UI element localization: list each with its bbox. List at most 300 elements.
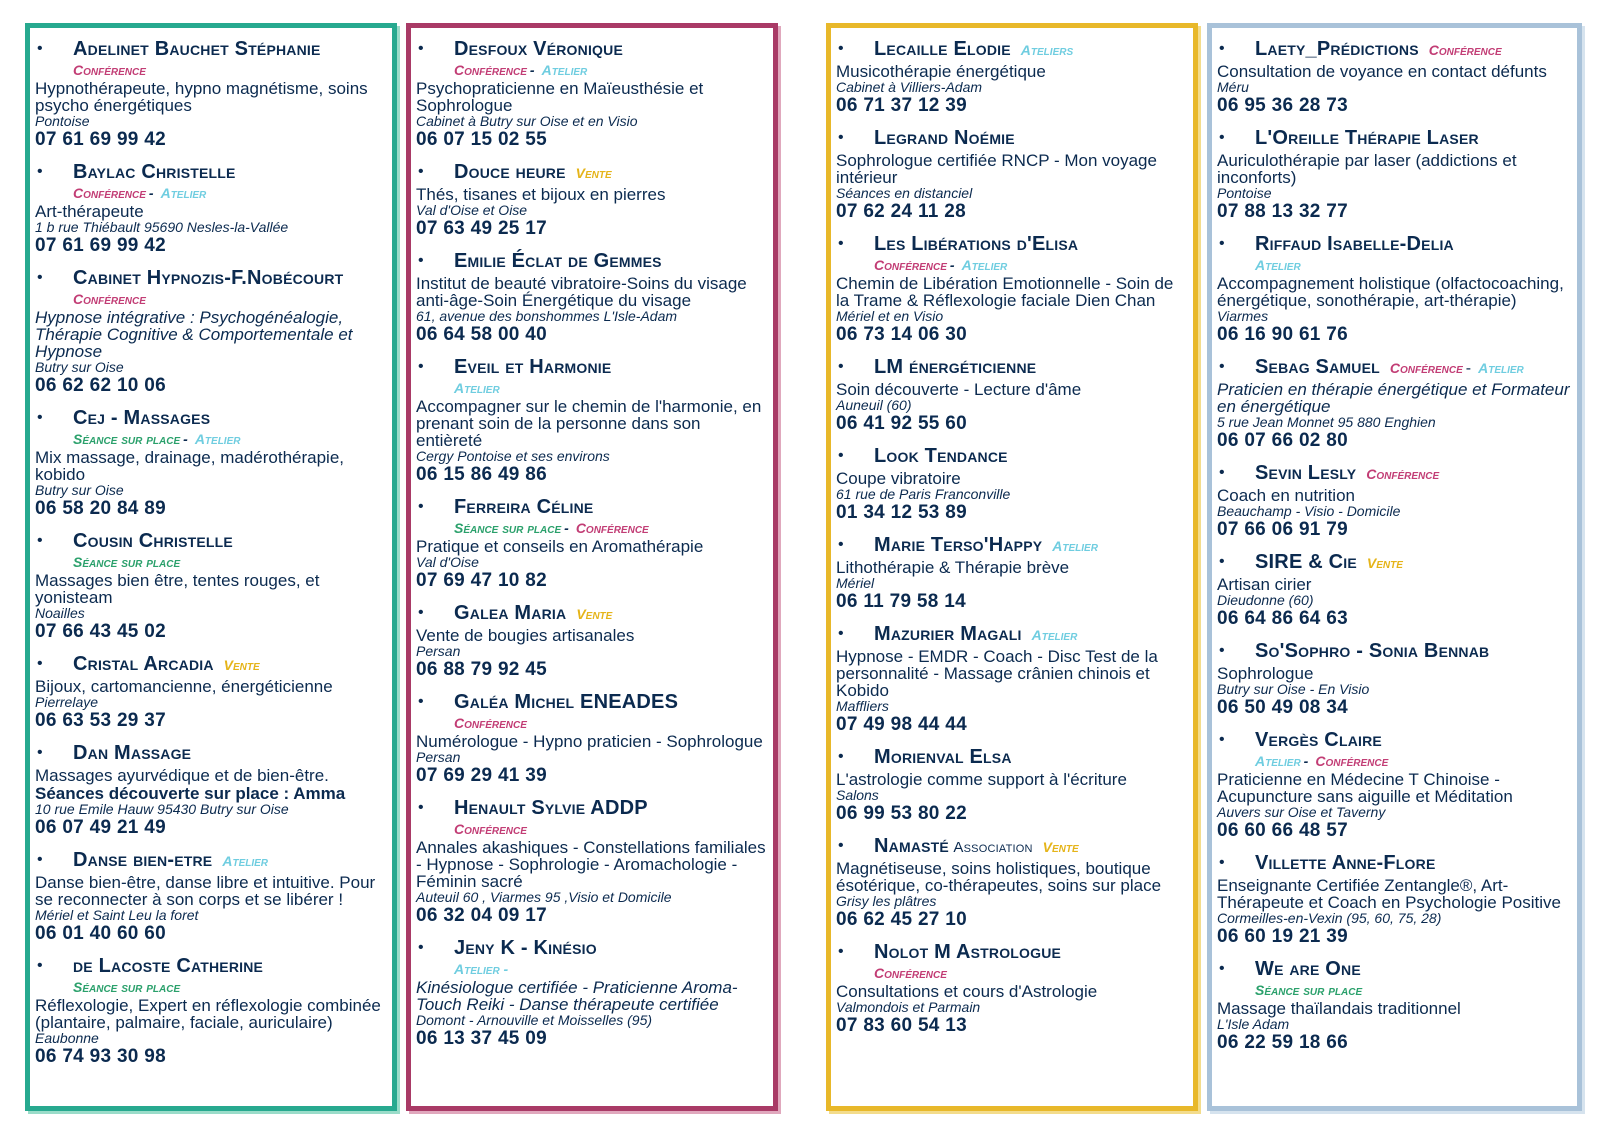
location: Mériel <box>836 575 875 591</box>
phone-number: 06 07 49 21 49 <box>35 817 166 838</box>
bullet-icon: • <box>37 655 43 672</box>
practitioner-entry <box>35 742 386 839</box>
activity-tag-conf: Conférence <box>1315 753 1389 769</box>
practitioner-entry <box>35 955 386 1068</box>
inline-tags <box>1362 466 1439 483</box>
bullet-icon: • <box>838 40 844 57</box>
practitioner-name: L'Oreille Thérapie Laser <box>1255 127 1479 149</box>
inline-tags <box>1048 538 1098 555</box>
bullet-icon: • <box>37 409 43 426</box>
practitioner-entry <box>416 356 767 486</box>
practitioner-entry <box>35 38 386 151</box>
activity-description: Pratique et conseils en Aromathérapie <box>416 537 704 556</box>
phone-number: 06 58 20 84 89 <box>35 498 166 519</box>
bullet-icon: • <box>418 358 424 375</box>
activity-tags <box>416 520 767 537</box>
activity-tags <box>35 431 386 448</box>
entry-heading <box>35 161 386 185</box>
practitioner-name: Vergès Claire <box>1255 729 1382 751</box>
bullet-icon: • <box>1219 854 1225 871</box>
activity-description: Musicothérapie énergétique <box>836 62 1046 81</box>
bullet-icon: • <box>838 235 844 252</box>
activity-description: Soin découverte - Lecture d'âme <box>836 380 1082 399</box>
inline-tags <box>572 165 612 182</box>
activity-tag-seance: Séance sur place <box>454 520 562 536</box>
practitioner-entry <box>416 797 767 927</box>
location: 5 rue Jean Monnet 95 880 Enghien <box>1217 414 1436 430</box>
activity-description: Mix massage, drainage, madérothérapie, kobido <box>35 448 344 484</box>
location: L'Isle Adam <box>1217 1016 1290 1032</box>
practitioner-entry <box>35 267 386 397</box>
phone-number: 06 15 86 49 86 <box>416 464 547 485</box>
activity-tag-atelier: Atelier <box>160 185 207 201</box>
practitioner-entry <box>1217 729 1571 842</box>
entry-heading <box>35 742 386 766</box>
phone-number: 06 50 49 08 34 <box>1217 697 1348 718</box>
phone-number: 07 66 06 91 79 <box>1217 519 1348 540</box>
activity-tag-atelier: Atelier <box>194 431 241 447</box>
bullet-icon: • <box>37 957 43 974</box>
practitioner-name: Emilie Éclat de Gemmes <box>454 250 662 272</box>
entry-heading <box>836 233 1187 257</box>
practitioner-entry <box>35 849 386 945</box>
phone-number: 06 60 66 48 57 <box>1217 820 1348 841</box>
bullet-icon: • <box>838 837 844 854</box>
practitioner-name: Desfoux Véronique <box>454 38 623 60</box>
bullet-icon: • <box>838 536 844 553</box>
activity-tag-atelier: Atelier - <box>454 961 509 977</box>
inline-tags <box>220 657 260 674</box>
practitioner-entry <box>35 407 386 520</box>
practitioner-entry <box>836 356 1187 435</box>
phone-number: 06 88 79 92 45 <box>416 659 547 680</box>
phone-number: 07 88 13 32 77 <box>1217 201 1348 222</box>
activity-description: Numérologue - Hypno praticien - Sophrologue <box>416 732 763 751</box>
activity-description: Magnétiseuse, soins holistiques, boutique ésotérique, co-thérapeutes, soins sur place <box>836 859 1162 895</box>
activity-tag-atelier: Atelier <box>1478 360 1524 376</box>
practitioner-entry <box>836 746 1187 825</box>
location: Auteuil 60 , Viarmes 95 ,Visio et Domicile <box>416 889 672 905</box>
activity-tag-conf: Conférence <box>575 520 649 536</box>
activity-description: Réflexologie, Expert en réflexologie combinée (plantaire, palmaire, faciale, auriculaire) <box>35 996 381 1032</box>
phone-number: 06 71 37 12 39 <box>836 95 967 116</box>
practitioner-name: Namasté <box>874 835 949 857</box>
entry-heading <box>35 267 386 291</box>
phone-number: 06 07 15 02 55 <box>416 129 547 150</box>
activity-description: Hypnothérapeute, hypno magnétisme, soins psycho énergétiques <box>35 79 368 115</box>
phone-number: 07 61 69 99 42 <box>35 129 166 150</box>
entry-heading <box>1217 233 1571 257</box>
activity-description: Sophrologue certifiée RNCP - Mon voyage intérieur <box>836 151 1157 187</box>
location: Butry sur Oise <box>35 482 124 498</box>
practitioner-entry <box>836 623 1187 736</box>
bullet-icon: • <box>37 269 43 286</box>
activity-description: Massages bien être, tentes rouges, et yonisteam <box>35 571 320 607</box>
location: Méru <box>1217 79 1249 95</box>
activity-description: Psychopraticienne en Maïeusthésie et Sophrologue <box>416 79 704 115</box>
location: Pontoise <box>35 113 90 129</box>
bullet-icon: • <box>838 625 844 642</box>
entry-heading <box>1217 958 1571 982</box>
practitioner-name: Henault Sylvie ADDP <box>454 797 648 819</box>
activity-tag-conf: Conférence <box>1366 466 1440 482</box>
phone-number: 06 62 45 27 10 <box>836 909 967 930</box>
entry-heading <box>416 250 767 274</box>
phone-number: 06 63 53 29 37 <box>35 710 166 731</box>
activity-tag-vente: Vente <box>575 165 612 181</box>
location: Eaubonne <box>35 1030 99 1046</box>
entry-heading <box>1217 640 1571 664</box>
activity-description: Artisan cirier <box>1217 575 1312 594</box>
practitioner-entry <box>1217 356 1571 452</box>
bullet-icon: • <box>838 447 844 464</box>
activity-description: Coach en nutrition <box>1217 486 1355 505</box>
activity-tag-conf: Conférence <box>1428 42 1502 58</box>
practitioner-entry <box>416 161 767 240</box>
practitioner-entry <box>1217 551 1571 630</box>
practitioner-entry <box>836 127 1187 223</box>
activity-tags <box>35 291 386 308</box>
entry-heading <box>1217 729 1571 753</box>
location: Val d'Oise et Oise <box>416 202 528 218</box>
practitioner-entry <box>836 233 1187 346</box>
inline-tags <box>1039 839 1079 856</box>
activity-description: Sophrologue <box>1217 664 1314 683</box>
bullet-icon: • <box>418 498 424 515</box>
entry-heading <box>1217 127 1571 151</box>
practitioner-name: Dan Massage <box>73 742 192 764</box>
entry-heading <box>416 937 767 961</box>
phone-number: 07 66 43 45 02 <box>35 621 166 642</box>
bullet-icon: • <box>1219 358 1225 375</box>
bullet-icon: • <box>37 163 43 180</box>
bullet-icon: • <box>1219 642 1225 659</box>
practitioner-name: Ferreira Céline <box>454 496 594 518</box>
activity-tag-vente: Vente <box>1042 839 1079 855</box>
tag-separator: - <box>148 185 154 201</box>
practitioner-entry <box>1217 852 1571 948</box>
practitioner-entry <box>836 534 1187 613</box>
practitioner-entry <box>416 250 767 346</box>
entry-heading <box>35 530 386 554</box>
activity-tag-atelier: Atelier <box>1052 538 1098 554</box>
practitioner-entry <box>1217 38 1571 117</box>
activity-tag-atelier: Atelier <box>1255 257 1301 273</box>
practitioner-name: Jeny K - Kinésio <box>454 937 597 959</box>
activity-tags <box>416 715 767 732</box>
practitioner-name: Sebag Samuel <box>1255 356 1380 378</box>
practitioner-entry <box>836 38 1187 117</box>
entry-heading <box>416 691 767 715</box>
location: Auneuil (60) <box>836 397 912 413</box>
phone-number: 06 01 40 60 60 <box>35 923 166 944</box>
bullet-icon: • <box>418 163 424 180</box>
activity-description: Consultations et cours d'Astrologie <box>836 982 1098 1001</box>
practitioner-name: Cristal Arcadia <box>73 653 214 675</box>
bullet-icon: • <box>1219 129 1225 146</box>
activity-tag-conf: Conférence <box>454 715 527 731</box>
practitioner-name: Adelinet Bauchet Stéphanie <box>73 38 321 60</box>
entry-heading <box>35 653 386 677</box>
location: Grisy les plâtres <box>836 893 937 909</box>
entry-heading <box>416 797 767 821</box>
practitioner-name: Look Tendance <box>874 445 1008 467</box>
practitioner-name: SIRE & Cie <box>1255 551 1357 573</box>
practitioner-name: Marie Terso'Happy <box>874 534 1043 556</box>
activity-description: Coupe vibratoire <box>836 469 961 488</box>
activity-tag-conf: Conférence <box>73 291 146 307</box>
bullet-icon: • <box>1219 40 1225 57</box>
phone-number: 06 11 79 58 14 <box>836 591 966 612</box>
bullet-icon: • <box>418 604 424 621</box>
activity-description: Accompagnement holistique (olfactocoaching, énergétique, sonothérapie, art-thérapie) <box>1217 274 1564 310</box>
column-2 <box>406 23 778 1111</box>
activity-description: Enseignante Certifiée Zentangle®, Art-Thérapeute et Coach en Psychologie Positive <box>1217 876 1561 912</box>
activity-description: Massages ayurvédique et de bien-être. <box>35 766 329 785</box>
entry-heading <box>1217 551 1571 575</box>
activity-tags <box>35 554 386 571</box>
activity-description: Praticien en thérapie énergétique et Formateur en énergétique <box>1217 380 1570 416</box>
activity-tag-atelier: Atelier <box>961 257 1008 273</box>
tag-separator: - <box>564 520 569 536</box>
location: Butry sur Oise - En Visio <box>1217 681 1370 697</box>
practitioner-name: Nolot M Astrologue <box>874 941 1062 963</box>
practitioner-name: Baylac Christelle <box>73 161 236 183</box>
activity-tag-conf: Conférence <box>73 185 146 201</box>
activity-tag-atelier: Atelier <box>222 853 269 869</box>
activity-description: Art-thérapeute <box>35 202 144 221</box>
activity-tag-seance: Séance sur place <box>1255 982 1363 998</box>
bullet-icon: • <box>418 799 424 816</box>
practitioner-name: Galea Maria <box>454 602 567 624</box>
entry-heading <box>836 356 1187 380</box>
entry-heading <box>416 38 767 62</box>
entry-heading <box>35 38 386 62</box>
practitioner-name-suffix: Association <box>953 839 1033 856</box>
entry-heading <box>416 161 767 185</box>
location: Mériel et en Visio <box>836 308 944 324</box>
entry-heading <box>836 445 1187 469</box>
activity-tag-seance: Séance sur place <box>73 554 181 570</box>
location: Persan <box>416 643 461 659</box>
bullet-icon: • <box>1219 553 1225 570</box>
phone-number: 06 64 86 64 63 <box>1217 608 1348 629</box>
phone-number: 06 07 66 02 80 <box>1217 430 1348 451</box>
activity-tag-conf: Conférence <box>454 62 527 78</box>
practitioner-name: Les Libérations d'Elisa <box>874 233 1079 255</box>
bullet-icon: • <box>37 532 43 549</box>
practitioner-entry <box>416 937 767 1050</box>
location: Salons <box>836 787 879 803</box>
inline-tags <box>1425 42 1502 59</box>
inline-tags <box>1363 555 1403 572</box>
phone-number: 06 41 92 55 60 <box>836 413 967 434</box>
practitioner-name: Sevin Lesly <box>1255 462 1357 484</box>
entry-heading <box>35 407 386 431</box>
bullet-icon: • <box>838 129 844 146</box>
phone-number: 07 69 29 41 39 <box>416 765 547 786</box>
activity-description: Accompagner sur le chemin de l'harmonie, en prenant soin de la personne dans son entièreté <box>416 397 762 450</box>
activity-description: Lithothérapie & Thérapie brève <box>836 558 1070 577</box>
practitioner-name: We are One <box>1255 958 1361 980</box>
practitioner-entry <box>1217 462 1571 541</box>
activity-description: Annales akashiques - Constellations familiales - Hypnose - Sophrologie - Aromachologie - Féminin sacré <box>416 838 766 891</box>
practitioner-name: Lecaille Elodie <box>874 38 1011 60</box>
activity-tags <box>1217 257 1571 274</box>
activity-tags <box>1217 753 1571 770</box>
location: 61 rue de Paris Franconville <box>836 486 1011 502</box>
activity-description: Massage thaïlandais traditionnel <box>1217 999 1461 1018</box>
activity-tag-atelier: Ateliers <box>1020 42 1074 58</box>
location: Cergy Pontoise et ses environs <box>416 448 610 464</box>
practitioner-entry <box>416 602 767 681</box>
activity-description: Kinésiologue certifiée - Praticienne Aroma-Touch Reiki - Danse thérapeute certifiée <box>416 978 738 1014</box>
location: Maffliers <box>836 698 889 714</box>
location: 10 rue Emile Hauw 95430 Butry sur Oise <box>35 801 289 817</box>
activity-tags <box>416 821 767 838</box>
practitioner-name: Eveil et Harmonie <box>454 356 612 378</box>
entry-heading <box>416 356 767 380</box>
activity-tags <box>35 185 386 202</box>
tag-separator: - <box>1303 753 1309 769</box>
bullet-icon: • <box>418 693 424 710</box>
phone-number: 06 16 90 61 76 <box>1217 324 1348 345</box>
practitioner-name: So'Sophro - Sonia Bennab <box>1255 640 1490 662</box>
activity-highlight: Séances découverte sur place : Amma <box>35 784 346 803</box>
tag-separator: - <box>183 431 188 447</box>
entry-heading <box>416 602 767 626</box>
bullet-icon: • <box>838 943 844 960</box>
activity-tags <box>35 979 386 996</box>
location: Auvers sur Oise et Taverny <box>1217 804 1386 820</box>
entry-heading <box>836 534 1187 558</box>
practitioner-name: Cousin Christelle <box>73 530 233 552</box>
phone-number: 07 62 24 11 28 <box>836 201 966 222</box>
location: Viarmes <box>1217 308 1269 324</box>
activity-tag-vente: Vente <box>576 606 613 622</box>
phone-number: 06 73 14 06 30 <box>836 324 967 345</box>
activity-description: Vente de bougies artisanales <box>416 626 635 645</box>
phone-number: 06 64 58 00 40 <box>416 324 547 345</box>
location: Val d'Oise <box>416 554 479 570</box>
activity-tag-conf: Conférence <box>874 965 947 981</box>
inline-tags <box>1028 627 1078 644</box>
phone-number: 06 62 62 10 06 <box>35 375 166 396</box>
entry-heading <box>35 849 386 873</box>
activity-tag-seance: Séance sur place <box>73 431 181 447</box>
bullet-icon: • <box>1219 464 1225 481</box>
phone-number: 07 69 47 10 82 <box>416 570 547 591</box>
practitioner-entry <box>836 445 1187 524</box>
entry-heading <box>1217 38 1571 62</box>
activity-description: Institut de beauté vibratoire-Soins du visage anti-âge-Soin Énergétique du visage <box>416 274 747 310</box>
phone-number: 07 49 98 44 44 <box>836 714 967 735</box>
activity-tag-vente: Vente <box>223 657 260 673</box>
phone-number: 06 74 93 30 98 <box>35 1046 166 1067</box>
entry-heading <box>836 941 1187 965</box>
inline-tags <box>572 606 612 623</box>
tag-separator: - <box>529 62 535 78</box>
location: Valmondois et Parmain <box>836 999 981 1015</box>
activity-tag-atelier: Atelier <box>454 380 500 396</box>
activity-description: Hypnose - EMDR - Coach - Disc Test de la personnalité - Massage crânien chinois et Kobido <box>836 647 1158 700</box>
activity-description: Praticienne en Médecine T Chinoise - Acupuncture sans aiguille et Méditation <box>1217 770 1513 806</box>
activity-tag-vente: Vente <box>1366 555 1403 571</box>
location: Persan <box>416 749 461 765</box>
activity-description: Thés, tisanes et bijoux en pierres <box>416 185 666 204</box>
activity-description: Bijoux, cartomancienne, énergéticienne <box>35 677 333 696</box>
bullet-icon: • <box>838 358 844 375</box>
activity-tag-atelier: Atelier <box>1031 627 1078 643</box>
location: Butry sur Oise <box>35 359 124 375</box>
practitioner-name: Villette Anne-Flore <box>1255 852 1436 874</box>
bullet-icon: • <box>838 748 844 765</box>
inline-tags <box>1386 360 1524 377</box>
bullet-icon: • <box>37 851 43 868</box>
practitioner-name: Laety_Prédictions <box>1255 38 1419 60</box>
practitioner-entry <box>35 530 386 643</box>
practitioner-name: de Lacoste Catherine <box>73 955 264 977</box>
activity-description: Auriculothérapie par laser (addictions et inconforts) <box>1217 151 1517 187</box>
activity-tags <box>1217 982 1571 999</box>
location: Pierrelaye <box>35 694 99 710</box>
activity-tags <box>416 62 767 79</box>
practitioner-entry <box>1217 958 1571 1054</box>
practitioner-entry <box>35 653 386 732</box>
activity-description: L'astrologie comme support à l'écriture <box>836 770 1127 789</box>
activity-description: Consultation de voyance en contact défunts <box>1217 62 1547 81</box>
practitioner-name: LM énergéticienne <box>874 356 1037 378</box>
entry-heading <box>1217 356 1571 380</box>
location: 61, avenue des bonshommes L'Isle-Adam <box>416 308 678 324</box>
location: 1 b rue Thiébault 95690 Nesles-la-Vallée <box>35 219 289 235</box>
phone-number: 06 22 59 18 66 <box>1217 1032 1348 1053</box>
practitioner-entry <box>35 161 386 257</box>
entry-heading <box>836 746 1187 770</box>
practitioner-entry <box>416 691 767 787</box>
practitioner-name: Galéa Michel ENEADES <box>454 691 679 713</box>
entry-heading <box>1217 852 1571 876</box>
location: Dieudonne (60) <box>1217 592 1314 608</box>
practitioner-name: Legrand Noémie <box>874 127 1015 149</box>
activity-tag-seance: Séance sur place <box>73 979 181 995</box>
column-3 <box>826 23 1198 1111</box>
location: Cabinet à Villiers-Adam <box>836 79 983 95</box>
activity-description: Chemin de Libération Emotionnelle - Soin de la Trame & Réflexologie faciale Dien Chan <box>836 274 1174 310</box>
bullet-icon: • <box>418 252 424 269</box>
bullet-icon: • <box>1219 960 1225 977</box>
practitioner-name: Cabinet Hypnozis-F.Nobécourt <box>73 267 344 289</box>
practitioner-name: Douce heure <box>454 161 566 183</box>
bullet-icon: • <box>418 939 424 956</box>
entry-heading <box>836 835 1187 859</box>
tag-separator: - <box>1465 360 1472 377</box>
practitioner-entry <box>416 496 767 592</box>
bullet-icon: • <box>418 40 424 57</box>
phone-number: 06 95 36 28 73 <box>1217 95 1348 116</box>
phone-number: 06 99 53 80 22 <box>836 803 967 824</box>
practitioner-name: Danse bien-etre <box>73 849 213 871</box>
column-1 <box>25 23 397 1111</box>
bullet-icon: • <box>1219 235 1225 252</box>
practitioner-entry <box>416 38 767 151</box>
practitioner-name: Morienval Elsa <box>874 746 1012 768</box>
inline-tags <box>1017 42 1073 59</box>
activity-tag-conf: Conférence <box>454 821 527 837</box>
location: Noailles <box>35 605 85 621</box>
phone-number: 07 61 69 99 42 <box>35 235 166 256</box>
bullet-icon: • <box>1219 731 1225 748</box>
